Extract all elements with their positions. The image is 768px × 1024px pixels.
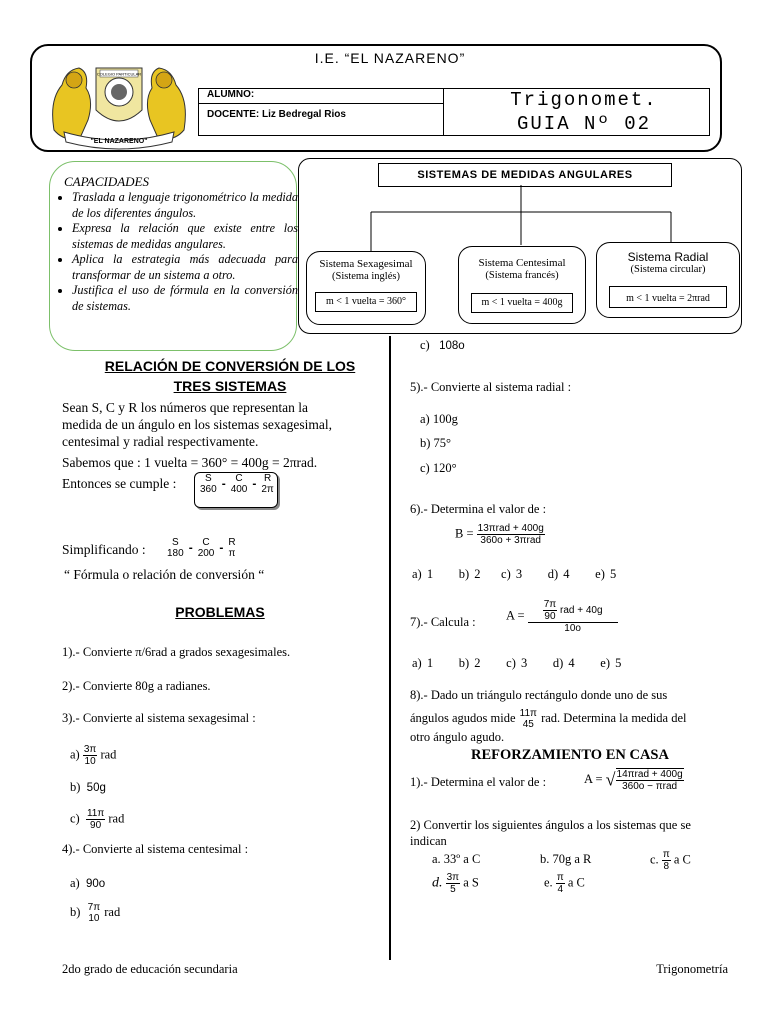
text: rad. Determina la medida del (541, 710, 687, 725)
frac-num-rest: rad + 40g (559, 605, 603, 617)
frac-num: 3π (446, 872, 460, 883)
problem-2: 2).- Convierte 80g a radianes. (62, 679, 211, 693)
frac-den: 400 (230, 484, 248, 495)
relacion-title-1: RELACIÓN DE CONVERSIÓN DE LOS (104, 358, 356, 374)
option-label: b) (70, 780, 81, 794)
problem-3: 3).- Convierte al sistema sexagesimal : (62, 711, 256, 725)
option-3a (70, 744, 116, 767)
refuerzo-2-line: 2) Convertir los siguientes ángulos a los sistemas que se (410, 818, 691, 832)
problem-1: 1).- Convierte π/6rad a grados sexagesimales. (62, 645, 291, 659)
frac-den: 90 (544, 611, 556, 622)
frac-den: 360o + 3πrad (480, 535, 541, 546)
problem-8-line (410, 708, 687, 730)
frac-num: π (662, 849, 670, 860)
frac-den: 360 (200, 484, 217, 495)
option-3b (70, 780, 106, 795)
sabemos-line: Sabemos que : 1 vuelta = 360° = 400g = 2πrad. (62, 455, 318, 470)
entonces-line: Entonces se cumple : (62, 476, 177, 491)
frac-den: 4 (557, 884, 564, 895)
frac-den: 10 (88, 913, 100, 924)
option-unit: rad (100, 747, 117, 762)
option-unit: a S (463, 875, 479, 890)
option: b) 2 (458, 656, 481, 670)
diagram-title: SISTEMAS DE MEDIDAS ANGULARES (378, 163, 672, 187)
problem-6: 6).- Determina el valor de : (410, 502, 547, 516)
formula-lhs: A = (584, 771, 603, 786)
frac-den: π (228, 548, 236, 559)
column-divider (389, 336, 391, 960)
formula-lhs: B = (455, 526, 474, 541)
options-7 (412, 656, 621, 671)
footer-right: Trigonometría (656, 962, 728, 976)
problem-7-formula (506, 599, 618, 634)
option-3c (70, 808, 124, 831)
text: ángulos agudos mide (410, 710, 516, 725)
frac-den: 5 (450, 884, 456, 895)
guide-title: GUIA Nº 02 (516, 113, 652, 135)
option-label: a) (70, 876, 80, 890)
frac-num: C (235, 473, 243, 484)
system-eq: m < 1 vuelta = 2πrad (609, 286, 727, 308)
intro-line: centesimal y radial respectivamente. (62, 434, 259, 449)
option-value: 108o (439, 340, 465, 352)
intro-line: medida de un ángulo en los sistemas sexagesimal, (62, 417, 332, 432)
option-unit: a C (673, 852, 691, 867)
system-sexagesimal (306, 251, 426, 325)
frac-den: 200 (197, 548, 215, 559)
frac-num: 7π (87, 902, 101, 913)
formula-box: S 360 - C 400 - R 2π (194, 472, 278, 508)
school-name: I.E. “EL NAZARENO” (314, 50, 466, 66)
refuerzo-2a: a. 33º a C (432, 852, 481, 866)
frac-num: R (263, 473, 272, 484)
school-logo (44, 60, 194, 150)
capacidades-title: CAPACIDADES (64, 174, 149, 189)
info-box (198, 88, 710, 136)
option-5c: c) 120° (420, 461, 457, 475)
option: c) 3 (506, 656, 528, 670)
system-sub: (Sistema inglés) (332, 271, 400, 282)
option-4c (420, 338, 465, 353)
frac-den: 10 (84, 756, 96, 767)
frac-den: 180 (167, 548, 184, 559)
option: a) 1 (412, 656, 434, 670)
intro-line: Sean S, C y R los números que representan la (62, 400, 308, 415)
option: e) 5 (600, 656, 622, 670)
frac-den: 45 (522, 719, 534, 730)
problem-8-line: 8).- Dado un triángulo rectángulo donde uno de sus (410, 688, 668, 702)
option-value: 50g (86, 782, 106, 794)
frac-num: 11π (519, 708, 537, 719)
system-sub: (Sistema circular) (630, 264, 706, 275)
option-value: 90o (85, 878, 106, 890)
option-5a: a) 100g (420, 412, 458, 426)
option: c) 3 (501, 567, 523, 581)
option: a) 1 (412, 567, 434, 581)
frac-num: π (556, 872, 564, 883)
formula-lhs: A = (506, 608, 525, 623)
option-unit: a C (567, 875, 585, 890)
capacidad-item: • Traslada a lenguaje trigonométrico la medida de los diferentes ángulos. (72, 190, 298, 221)
problem-4: 4).- Convierte al sistema centesimal : (62, 842, 249, 856)
option-label: e. (544, 875, 553, 890)
refuerzo-2d (432, 872, 479, 895)
capacidad-item: • Expresa la relación que existe entre los sistemas de medidas angulares. (72, 221, 298, 252)
alumno-label: ALUMNO: (207, 89, 255, 100)
option-label: c. (650, 852, 659, 867)
frac-num: 13πrad + 400g (477, 523, 544, 534)
frac-den: 90 (90, 820, 102, 831)
problem-7: 7).- Calcula : (410, 615, 476, 629)
logo-banner-top: COLEGIO PARTICULAR (96, 71, 142, 77)
problemas-title: PROBLEMAS (175, 604, 265, 620)
problem-5: 5).- Convierte al sistema radial : (410, 380, 572, 394)
capacidades-list (56, 190, 298, 314)
capacidad-item: • Justifica el uso de fórmula en la conversión de sistemas. (72, 283, 298, 314)
capacidad-item: • Aplica la estrategia más adecuada para transformar de un sistema a otro. (72, 252, 298, 283)
frac-num: 11π (86, 808, 105, 819)
logo-banner-bottom: "EL NAZARENO" (90, 138, 148, 145)
refuerzo-2b: b. 70g a R (540, 852, 592, 866)
option-4a (70, 876, 105, 891)
options-6 (412, 567, 616, 582)
footer-left: 2do grado de educación secundaria (62, 962, 238, 976)
frac-num: 7π (543, 599, 557, 610)
option-unit: rad (108, 811, 125, 826)
frac-den: 360o − πrad (622, 781, 678, 792)
frac-num: 3π (83, 744, 97, 755)
system-name: Sistema Sexagesimal (319, 258, 413, 270)
option-unit: rad (104, 904, 121, 919)
option: d) 4 (552, 656, 575, 670)
refuerzo-2e (544, 872, 585, 895)
course-title: Trigonomet. (510, 89, 658, 111)
relacion-title-2: TRES SISTEMAS (173, 378, 287, 394)
option-label: c) (70, 811, 80, 826)
option: b) 2 (458, 567, 481, 581)
refuerzo-2-line: indican (410, 834, 447, 848)
refuerzo-1-formula: A = √ $\frac{\text{14πrad + 400g}}{\text{360o − πrad}}$ (584, 769, 683, 792)
frac-den: 2π (261, 484, 274, 495)
frac-num: S (172, 537, 179, 548)
system-eq: m < 1 vuelta = 400g (471, 293, 573, 313)
option-label: a) (70, 747, 80, 762)
option-4b (70, 902, 120, 924)
option: e) 5 (595, 567, 617, 581)
formula-caption: “ Fórmula o relación de conversión “ (64, 567, 265, 582)
option-label: b) (70, 904, 81, 919)
refuerzo-1: 1).- Determina el valor de : (410, 775, 547, 789)
system-centesimal (458, 246, 586, 324)
system-sub: (Sistema francés) (485, 270, 559, 281)
frac-num: C (202, 537, 210, 548)
refuerzo-title: REFORZAMIENTO EN CASA (471, 747, 669, 763)
docente-label: DOCENTE: Liz Bedregal Rios (207, 109, 346, 120)
frac-den: 8 (663, 861, 670, 872)
system-name: Sistema Radial (627, 250, 709, 264)
frac-num: 14πrad + 400g (616, 769, 683, 780)
simplified-formula: S 180 - C 200 - R π (167, 537, 236, 559)
simplificando-label: Simplificando : (62, 542, 146, 557)
system-radial (596, 242, 740, 318)
problem-8-line: otro ángulo agudo. (410, 730, 505, 744)
option-label: d. (432, 875, 443, 891)
option: d) 4 (547, 567, 570, 581)
option-label: c) (420, 338, 430, 352)
refuerzo-2c (650, 849, 691, 872)
frac-num: S (205, 473, 212, 484)
frac-den: 10o (564, 623, 581, 634)
frac-num: R (228, 537, 236, 548)
problem-6-formula (455, 523, 545, 546)
system-name: Sistema Centesimal (478, 257, 566, 269)
system-eq: m < 1 vuelta = 360° (315, 292, 417, 312)
option-5b: b) 75° (420, 436, 452, 450)
